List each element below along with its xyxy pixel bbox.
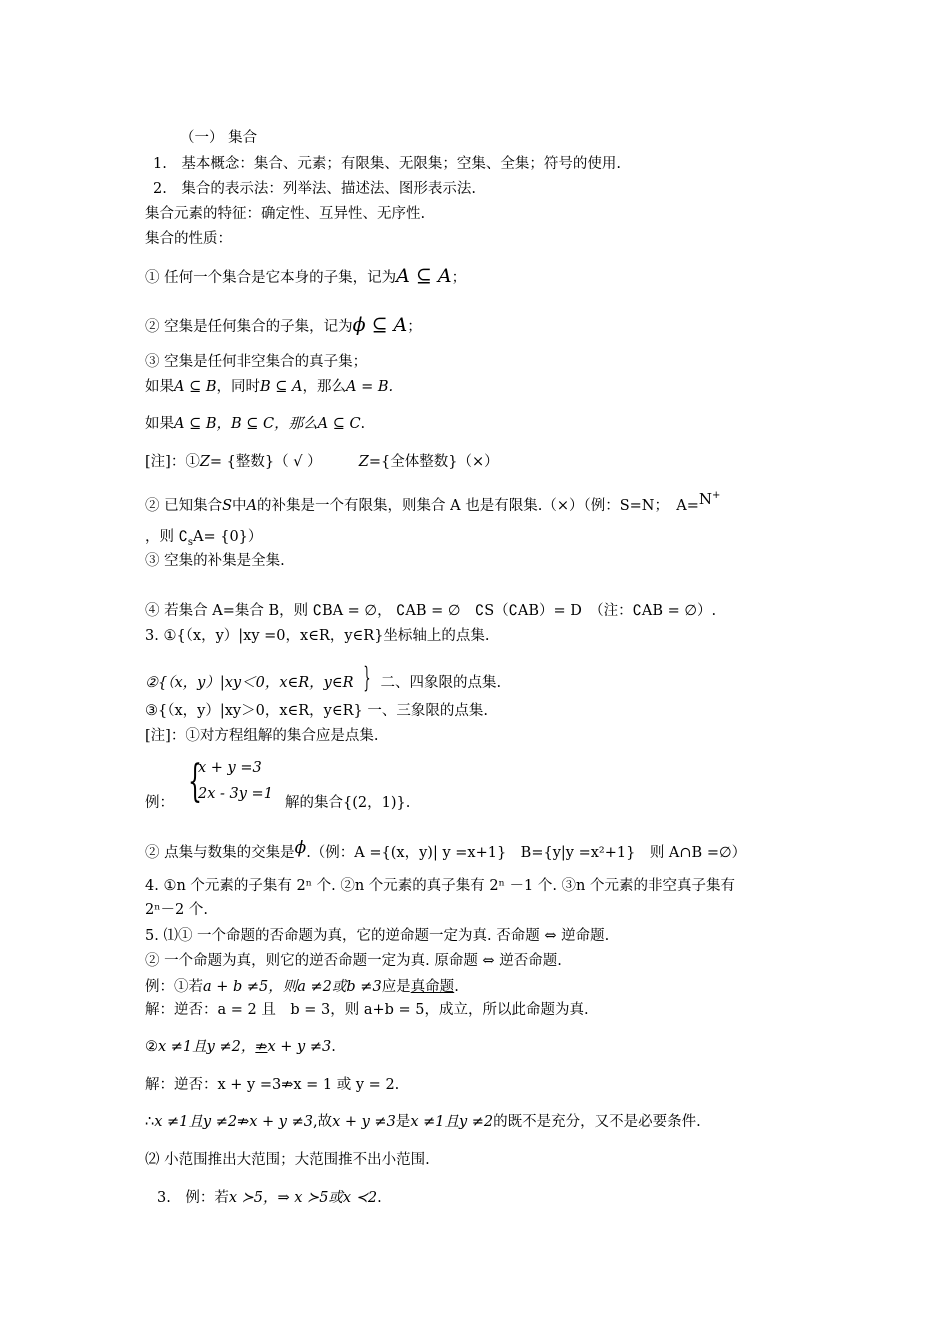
- subset-count-cont: 2ⁿ－2 个.: [145, 902, 208, 918]
- item-representation: 2. 集合的表示法：列举法、描述法、图形表示法.: [153, 181, 476, 197]
- math-a-subset-a: A ⊆ A: [396, 265, 452, 287]
- point-set-quadrant-1-3: ③{（x，y）|xy＞0，x∈R，y∈R} 一、三象限的点集.: [145, 703, 488, 719]
- subset-count: 4. ①n 个元素的子集有 2ⁿ 个. ②n 个元素的真子集有 2ⁿ －1 个. ③n 个元素的非空真子集有: [145, 878, 735, 894]
- property-3: ③ 空集是任何非空集合的真子集；: [145, 354, 368, 370]
- property-2: ② 空集是任何集合的子集，记为ϕ ⊆ A；: [145, 314, 422, 336]
- property-4: 如果A ⊆ B，同时B ⊆ A，那么A = B.: [145, 379, 394, 395]
- math-empty-subset: ϕ ⊆ A: [352, 314, 408, 336]
- not-implies-arrow: ⇏: [255, 1039, 268, 1055]
- property-5: 如果A ⊆ B，B ⊆ C，那么A ⊆ C.: [145, 416, 366, 432]
- note-4: ④ 若集合 A=集合 B，则 ∁BA = ∅， ∁AB = ∅ ∁S（∁AB）= D （注：∁AB = ∅）.: [145, 603, 717, 619]
- item-basic-concepts: 1. 基本概念：集合、元素；有限集、无限集；空集、全集；符号的使用.: [153, 156, 621, 172]
- not-implies-arrow: ⇏: [281, 1077, 294, 1093]
- section-heading: （一） 集合: [180, 130, 258, 146]
- note-2-cont: ，则 $∁_sA= \{0\}$）: [145, 529, 263, 548]
- example-label: 例：: [145, 795, 174, 811]
- point-set-axes: 3. ①{（x，y）|xy =0，x∈R，y∈R}坐标轴上的点集.: [145, 628, 490, 644]
- solution-1: 解：逆否：a = 2 且 b = 3，则 a+b = 5，成立，所以此命题为真.: [145, 1002, 589, 1018]
- example-2: ②x ≠1且y ≠2，⇏x + y ≠3.: [145, 1039, 336, 1055]
- example-3: 3. 例：若x ≻5，⇒ x ≻5或x ≺2.: [157, 1190, 382, 1206]
- proposition-2: ② 一个命题为真，则它的逆否命题一定为真. 原命题 ⇔ 逆否命题.: [145, 953, 562, 969]
- example-1: 例：①若a + b ≠5，则a ≠2或b ≠3应是真命题.: [145, 979, 459, 995]
- equation-2: 2x - 3y =1: [198, 786, 273, 802]
- solution-2: 解：逆否：x + y =3⇏x = 1 或 y = 2.: [145, 1077, 400, 1093]
- conclusion: ∴x ≠1且y ≠2⇏x + y ≠3,故x + y ≠3是x ≠1且y ≠2的既不是充分，又不是必要条件.: [145, 1114, 701, 1130]
- point-set-quadrant-2-4: ②{（x，y）|xy＜0，x∈R，y∈R } 二、四象限的点集.: [145, 661, 502, 694]
- scope-rule: ⑵ 小范围推出大范围；大范围推不出小范围.: [145, 1152, 430, 1168]
- element-features: 集合元素的特征：确定性、互异性、无序性.: [145, 206, 426, 222]
- note-2: ② 已知集合S中A的补集是一个有限集，则集合 A 也是有限集.（×）（例：S=N； A=N+: [145, 489, 721, 514]
- note-3: ③ 空集的补集是全集.: [145, 553, 285, 569]
- equation-1: x + y =3: [198, 760, 262, 776]
- note-equation-set: [注]：①对方程组解的集合应是点集.: [145, 728, 379, 744]
- property-1: ① 任何一个集合是它本身的子集，记为A ⊆ A；: [145, 265, 467, 287]
- note-1: [注]：①Z= {整数}（ √ ） Z={全体整数}（×）: [145, 454, 499, 470]
- left-brace: {: [188, 756, 202, 807]
- proposition-1: 5. ⑴① 一个命题的否命题为真，它的逆命题一定为真. 否命题 ⇔ 逆命题.: [145, 928, 610, 944]
- intersection-note: ② 点集与数集的交集是ϕ.（例：A ={(x，y)| y =x+1} B={y|y =x²+1} 则 A∩B =∅）: [145, 838, 747, 861]
- not-implies-arrow: ⇏: [237, 1114, 250, 1130]
- set-properties-label: 集合的性质：: [145, 231, 232, 247]
- solution-set: 解的集合{(2，1)}.: [285, 795, 411, 811]
